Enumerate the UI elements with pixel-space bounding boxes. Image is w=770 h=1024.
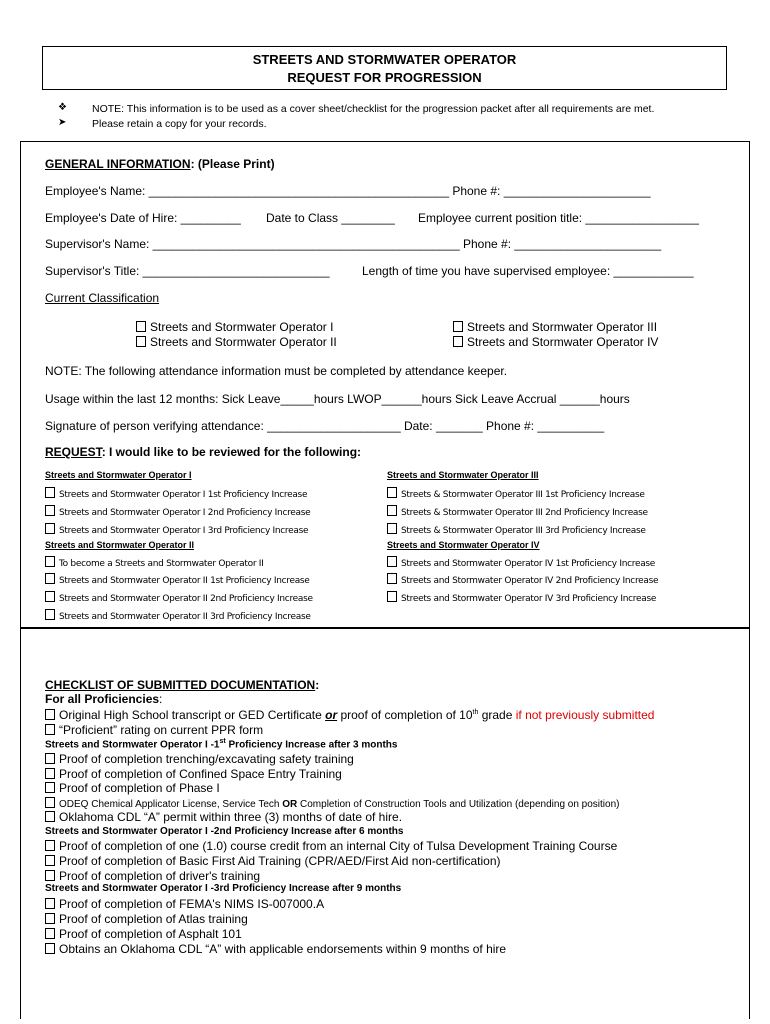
request-heading: REQUEST: I would like to be reviewed for the following: bbox=[45, 445, 362, 459]
request-op4-2nd[interactable]: Streets and Stormwater Operator IV 2nd Proficiency Increase bbox=[387, 573, 658, 586]
checkbox-icon[interactable] bbox=[45, 840, 55, 851]
request-op2-3rd[interactable]: Streets and Stormwater Operator II 3rd Proficiency Increase bbox=[45, 609, 311, 622]
op1-3rd-heading: Streets and Stormwater Operator I -3rd Proficiency Increase after 9 months bbox=[45, 883, 402, 894]
checkbox-icon[interactable] bbox=[45, 913, 55, 924]
date-to-class-field[interactable]: Date to Class ________ bbox=[266, 211, 395, 225]
checkbox-icon[interactable] bbox=[45, 724, 55, 735]
checklist-cdl-a[interactable]: Obtains an Oklahoma CDL “A” with applicable endorsements within 9 months of hire bbox=[45, 942, 506, 956]
checkbox-icon[interactable] bbox=[45, 928, 55, 939]
checkbox-icon[interactable] bbox=[45, 573, 55, 584]
employee-name-field[interactable]: Employee's Name: _____________________________________________ Phone #: ______________________ bbox=[45, 184, 651, 198]
checklist-trenching[interactable]: Proof of completion trenching/excavating safety training bbox=[45, 752, 354, 766]
form-title-line1: STREETS AND STORMWATER OPERATOR bbox=[252, 52, 517, 67]
op1-2nd-heading: Streets and Stormwater Operator I -2nd Proficiency Increase after 6 months bbox=[45, 826, 404, 837]
checkbox-icon[interactable] bbox=[45, 898, 55, 909]
checkbox-icon[interactable] bbox=[387, 505, 397, 516]
request-op2-header: Streets and Stormwater Operator II bbox=[45, 540, 195, 550]
checkbox-icon[interactable] bbox=[45, 797, 55, 808]
checkbox-icon[interactable] bbox=[45, 556, 55, 567]
checklist-cdl-permit[interactable]: Oklahoma CDL “A” permit within three (3) months of date of hire. bbox=[45, 810, 402, 824]
checklist-hs-transcript[interactable]: Original High School transcript or GED Certificate or proof of completion of 10th grade if not previously submitted bbox=[45, 708, 654, 722]
checkbox-icon[interactable] bbox=[45, 591, 55, 602]
request-op1-header: Streets and Stormwater Operator I bbox=[45, 470, 192, 480]
request-op1-3rd[interactable]: Streets and Stormwater Operator I 3rd Proficiency Increase bbox=[45, 523, 308, 536]
supervisor-name-field[interactable]: Supervisor's Name: ______________________________________________ Phone #: ______________________ bbox=[45, 237, 662, 251]
class-option-op4[interactable]: Streets and Stormwater Operator IV bbox=[453, 335, 658, 349]
checkbox-icon[interactable] bbox=[45, 505, 55, 516]
general-info-heading: GENERAL INFORMATION: (Please Print) bbox=[45, 157, 275, 171]
request-op3-header: Streets and Stormwater Operator III bbox=[387, 470, 539, 480]
checkbox-icon[interactable] bbox=[387, 591, 397, 602]
checklist-confined-space[interactable]: Proof of completion of Confined Space Entry Training bbox=[45, 767, 342, 781]
checkbox-icon[interactable] bbox=[45, 609, 55, 620]
diamond-bullet-icon: ❖ bbox=[58, 102, 67, 113]
request-op3-3rd[interactable]: Streets & Stormwater Operator III 3rd Proficiency Increase bbox=[387, 523, 646, 536]
length-supervised-field[interactable]: Length of time you have supervised employee: ____________ bbox=[362, 264, 694, 278]
op1-1st-heading: Streets and Stormwater Operator I -1st Proficiency Increase after 3 months bbox=[45, 738, 398, 751]
checklist-odeq[interactable]: ODEQ Chemical Applicator License, Service Tech OR Completion of Construction Tools and Utilization (depending on position) bbox=[45, 797, 619, 810]
note-line-2: Please retain a copy for your records. bbox=[92, 118, 267, 130]
request-op1-1st[interactable]: Streets and Stormwater Operator I 1st Proficiency Increase bbox=[45, 487, 307, 500]
checkbox-icon[interactable] bbox=[45, 943, 55, 954]
request-op3-1st[interactable]: Streets & Stormwater Operator III 1st Proficiency Increase bbox=[387, 487, 645, 500]
checkbox-icon[interactable] bbox=[45, 523, 55, 534]
note-line-1: NOTE: This information is to be used as a cover sheet/checklist for the progression packet after all requirements are met. bbox=[92, 103, 655, 115]
checklist-course-credit[interactable]: Proof of completion of one (1.0) course credit from an internal City of Tulsa Development Training Course bbox=[45, 839, 617, 853]
checkbox-icon[interactable] bbox=[387, 573, 397, 584]
checkbox-icon[interactable] bbox=[45, 709, 55, 720]
all-proficiencies-heading: For all Proficiencies: bbox=[45, 692, 163, 706]
checkbox-icon[interactable] bbox=[136, 321, 146, 332]
request-op4-1st[interactable]: Streets and Stormwater Operator IV 1st Proficiency Increase bbox=[387, 556, 655, 569]
request-op3-2nd[interactable]: Streets & Stormwater Operator III 2nd Proficiency Increase bbox=[387, 505, 648, 518]
checkbox-icon[interactable] bbox=[387, 523, 397, 534]
checkbox-icon[interactable] bbox=[45, 870, 55, 881]
class-option-op3[interactable]: Streets and Stormwater Operator III bbox=[453, 320, 657, 334]
class-option-op2[interactable]: Streets and Stormwater Operator II bbox=[136, 335, 337, 349]
checkbox-icon[interactable] bbox=[453, 336, 463, 347]
checklist-asphalt[interactable]: Proof of completion of Asphalt 101 bbox=[45, 927, 242, 941]
arrow-bullet-icon: ➤ bbox=[58, 117, 67, 128]
checkbox-icon[interactable] bbox=[45, 855, 55, 866]
usage-field[interactable]: Usage within the last 12 months: Sick Leave_____hours LWOP______hours Sick Leave Accrual ______hours bbox=[45, 392, 630, 406]
checklist-ppr[interactable]: “Proficient” rating on current PPR form bbox=[45, 723, 263, 737]
checklist-fema-nims[interactable]: Proof of completion of FEMA's NIMS IS-007000.A bbox=[45, 897, 324, 911]
signature-field[interactable]: Signature of person verifying attendance: ____________________ Date: _______ Phone #: __________ bbox=[45, 419, 605, 433]
checkbox-icon[interactable] bbox=[45, 782, 55, 793]
checkbox-icon[interactable] bbox=[136, 336, 146, 347]
checkbox-icon[interactable] bbox=[45, 753, 55, 764]
form-title-line2: REQUEST FOR PROGRESSION bbox=[287, 70, 482, 85]
checklist-drivers-training[interactable]: Proof of completion of driver's training bbox=[45, 869, 260, 883]
title-box bbox=[42, 46, 727, 90]
attendance-note: NOTE: The following attendance information must be completed by attendance keeper. bbox=[45, 364, 508, 378]
request-op1-2nd[interactable]: Streets and Stormwater Operator I 2nd Proficiency Increase bbox=[45, 505, 310, 518]
checklist-atlas[interactable]: Proof of completion of Atlas training bbox=[45, 912, 248, 926]
checkbox-icon[interactable] bbox=[45, 768, 55, 779]
request-op2-become[interactable]: To become a Streets and Stormwater Operator II bbox=[45, 556, 264, 569]
supervisor-title-field[interactable]: Supervisor's Title: ____________________________ bbox=[45, 264, 330, 278]
checkbox-icon[interactable] bbox=[453, 321, 463, 332]
checklist-heading: CHECKLIST OF SUBMITTED DOCUMENTATION: bbox=[45, 678, 320, 692]
checkbox-icon[interactable] bbox=[387, 487, 397, 498]
request-op4-3rd[interactable]: Streets and Stormwater Operator IV 3rd Proficiency Increase bbox=[387, 591, 656, 604]
checklist-first-aid[interactable]: Proof of completion of Basic First Aid Training (CPR/AED/First Aid non-certification) bbox=[45, 854, 501, 868]
checkbox-icon[interactable] bbox=[45, 487, 55, 498]
current-classification-label: Current Classification bbox=[45, 291, 160, 305]
checkbox-icon[interactable] bbox=[45, 811, 55, 822]
class-option-op1[interactable]: Streets and Stormwater Operator I bbox=[136, 320, 333, 334]
checklist-phase-1[interactable]: Proof of completion of Phase I bbox=[45, 781, 220, 795]
position-title-field[interactable]: Employee current position title: _________________ bbox=[418, 211, 699, 225]
request-op2-2nd[interactable]: Streets and Stormwater Operator II 2nd Proficiency Increase bbox=[45, 591, 313, 604]
request-op2-1st[interactable]: Streets and Stormwater Operator II 1st Proficiency Increase bbox=[45, 573, 310, 586]
checkbox-icon[interactable] bbox=[387, 556, 397, 567]
date-of-hire-field[interactable]: Employee's Date of Hire: _________ bbox=[45, 211, 241, 225]
request-op4-header: Streets and Stormwater Operator IV bbox=[387, 540, 540, 550]
